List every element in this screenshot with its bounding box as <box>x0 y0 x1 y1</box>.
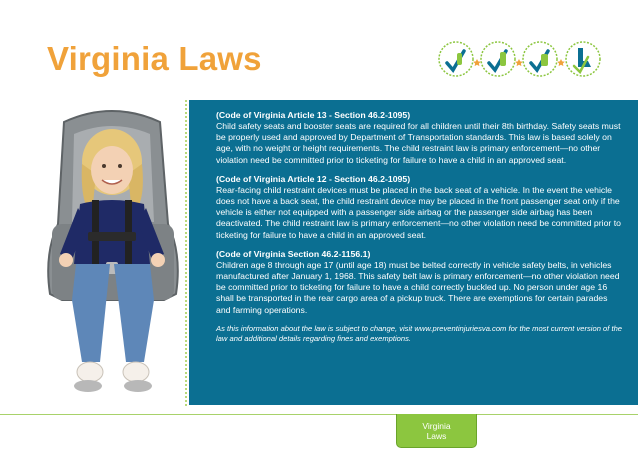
car-seat-icon <box>481 42 515 76</box>
dotted-divider <box>185 100 187 406</box>
bottom-divider <box>0 414 638 415</box>
tab-virginia-laws[interactable] <box>396 414 477 448</box>
star-icon <box>515 59 523 66</box>
car-seat-icon <box>439 42 473 76</box>
child-in-car-seat-photo <box>42 104 184 404</box>
page-title: Virginia Laws <box>47 40 262 77</box>
tab-label-line2: Laws <box>426 431 447 441</box>
law-section <box>216 174 624 241</box>
law-section-heading: (Code of Virginia Article 12 - Section 46.2-1095) <box>216 173 411 184</box>
law-section-body: Rear-facing child restraint devices must be placed in the back seat of a vehicle. In the event the vehicle does not have a back seat, the child restraint device may be placed in the front passenger seat only if the vehicle is either not equipped with a passenger side airbag or the passenger side airbag has been deactivated. The child restraint law is primary enforcement—no other violation need be committed prior to ticketing for failure to have a child in an approved seat. <box>216 184 621 240</box>
tab-label-line1: Virginia <box>422 421 451 431</box>
law-section-body: Child safety seats and booster seats are required for all children until their 8th birthday. Safety seats must be properly used and approved by Department of Transportation standards. This law is based solely on age, with no weight or height requirements. The child restraint law is primary enforcement—no other violation need be committed prior to ticketing for failure to have a child in an approved seat. <box>216 121 621 165</box>
star-icon <box>473 59 481 66</box>
law-section <box>216 249 624 316</box>
laws-panel <box>189 100 638 405</box>
law-section-heading: (Code of Virginia Article 13 - Section 46.2-1095) <box>216 110 411 120</box>
law-section-heading: (Code of Virginia Section 46.2-1156.1) <box>216 248 371 259</box>
disclaimer-note: As this information about the law is subject to change, visit www.preventinjuriesva.com for the most current version of the law and additional details regarding fines and exemptions. <box>216 323 623 343</box>
law-section <box>216 110 624 166</box>
star-icon <box>557 59 565 66</box>
car-seat-icon <box>566 42 600 76</box>
car-seat-icon <box>523 42 557 76</box>
car-seat-icons-row <box>438 39 604 79</box>
law-section-body: Children age 8 through age 17 (until age 18) must be belted correctly in vehicle safety belts, in vehicles manufactured after January 1, 1968. This safety belt law is primary enforcement—no other violation need be committed prior to ticketing for failure to have a child correctly buckled up. No person under age 16 shall be transported in the rear cargo area of a pickup truck. There are exemptions for certain parades and farming operations. <box>216 259 620 315</box>
